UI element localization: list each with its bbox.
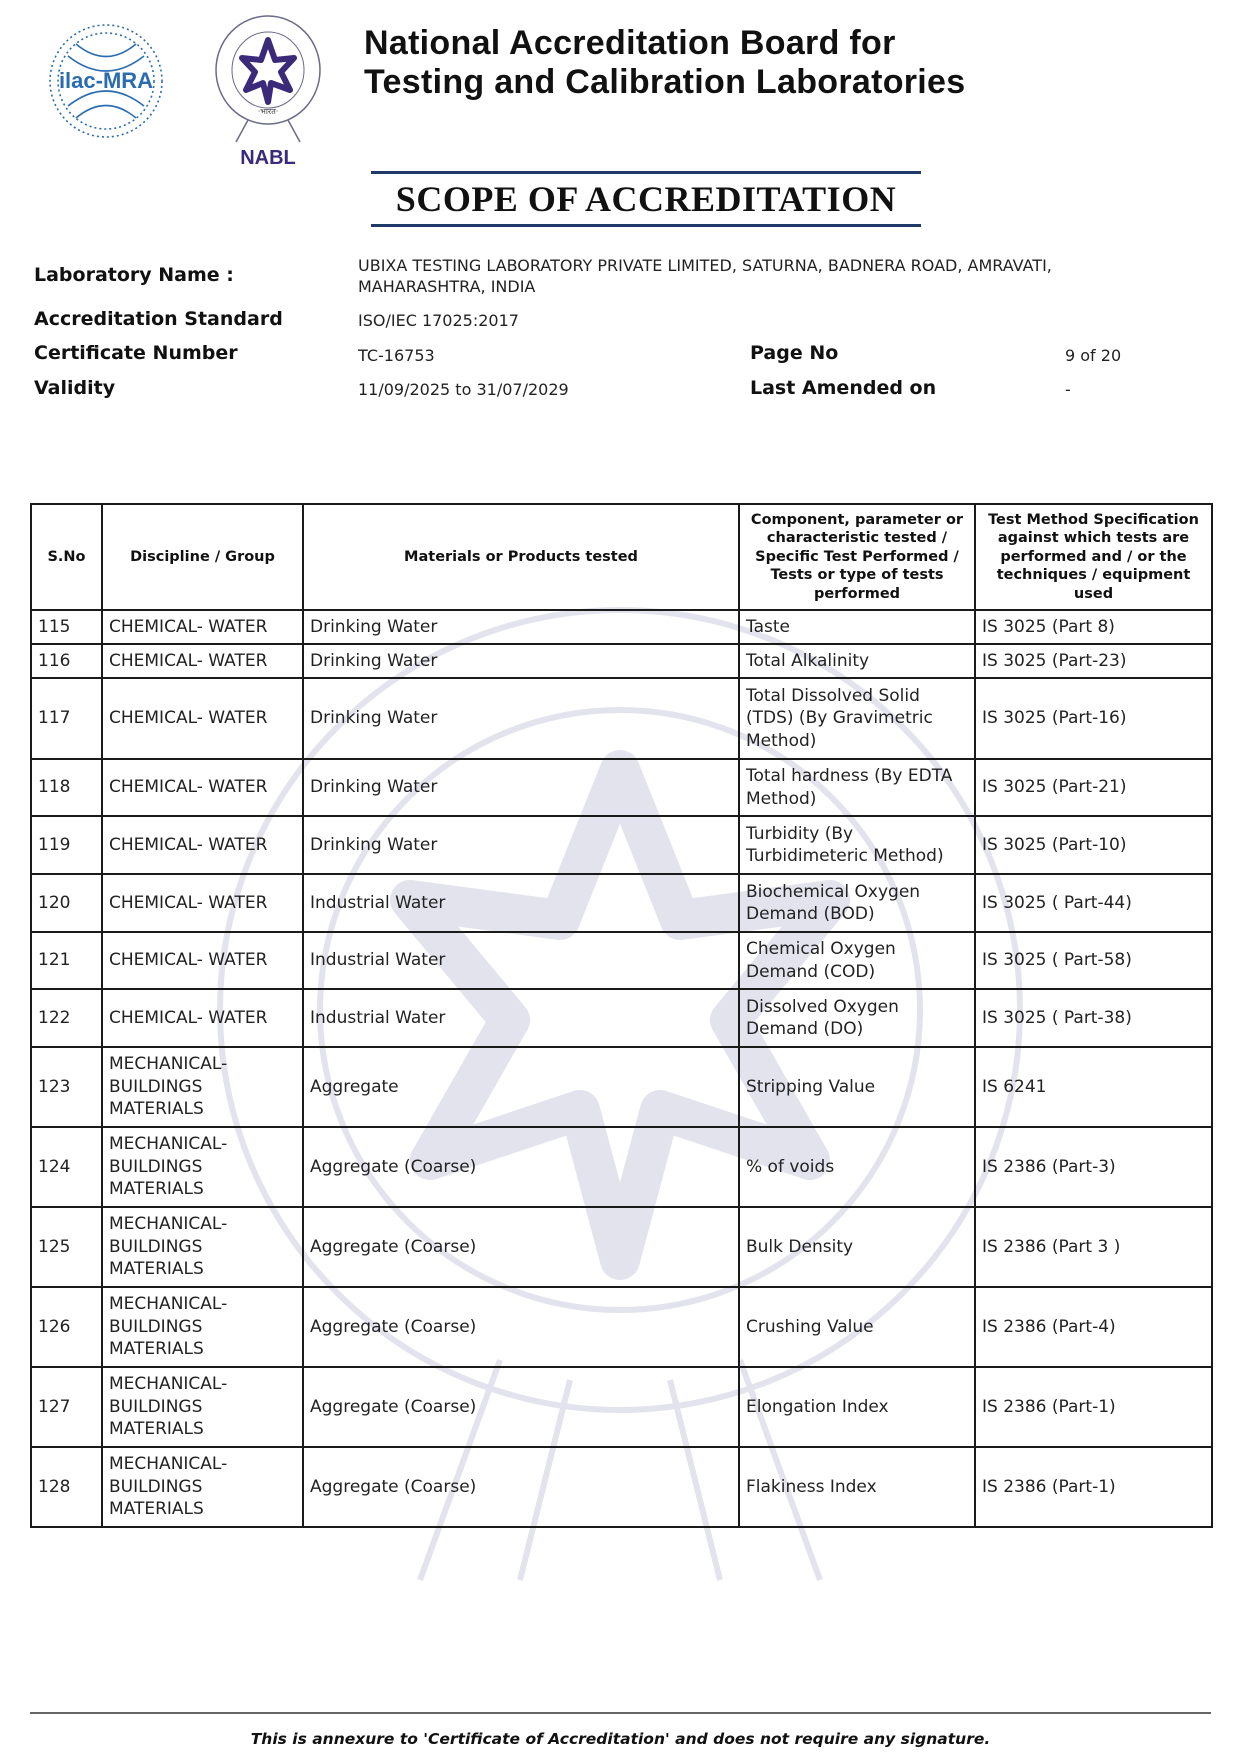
table-row [31, 989, 1212, 1047]
laboratory-name-line2: MAHARASHTRA, INDIA [358, 277, 536, 296]
cell-parameter: Stripping Value [739, 1047, 975, 1127]
cell-sno: 115 [31, 610, 102, 644]
svg-text:NABL: NABL [240, 147, 296, 169]
cell-parameter: Dissolved Oxygen Demand (DO) [739, 989, 975, 1047]
cell-material: Industrial Water [303, 989, 739, 1047]
cell-discipline: MECHANICAL- BUILDINGS MATERIALS [102, 1447, 303, 1527]
cell-sno: 124 [31, 1127, 102, 1207]
ilac-mra-logo [46, 14, 166, 148]
header-discipline: Discipline / Group [102, 504, 303, 610]
svg-text:·भारत·: ·भारत· [257, 107, 279, 116]
cell-discipline: MECHANICAL- BUILDINGS MATERIALS [102, 1367, 303, 1447]
cell-material: Aggregate (Coarse) [303, 1447, 739, 1527]
cell-sno: 117 [31, 678, 102, 759]
cell-sno: 120 [31, 874, 102, 932]
title-rule-bottom [371, 224, 921, 227]
cell-method: IS 3025 ( Part-38) [975, 989, 1212, 1047]
cell-material: Industrial Water [303, 874, 739, 932]
validity-label: Validity [34, 377, 116, 399]
table-header-row [31, 504, 1212, 610]
cell-parameter: Total Dissolved Solid (TDS) (By Gravimetric Method) [739, 678, 975, 759]
cell-method: IS 3025 (Part-23) [975, 644, 1212, 678]
cell-method: IS 2386 (Part 3 ) [975, 1207, 1212, 1287]
accreditation-standard-label: Accreditation Standard [34, 308, 283, 330]
laboratory-name-value [358, 255, 1052, 297]
cell-material: Aggregate (Coarse) [303, 1127, 739, 1207]
cell-discipline: MECHANICAL- BUILDINGS MATERIALS [102, 1287, 303, 1367]
cell-sno: 122 [31, 989, 102, 1047]
cell-parameter: Flakiness Index [739, 1447, 975, 1527]
cell-sno: 128 [31, 1447, 102, 1527]
cell-sno: 126 [31, 1287, 102, 1367]
table-row [31, 678, 1212, 759]
cell-material: Aggregate (Coarse) [303, 1207, 739, 1287]
cell-sno: 119 [31, 816, 102, 874]
cell-parameter: Bulk Density [739, 1207, 975, 1287]
document-title: SCOPE OF ACCREDITATION [395, 179, 897, 219]
table-row [31, 644, 1212, 678]
svg-text:ilac-MRA: ilac-MRA [58, 68, 154, 93]
cell-discipline: CHEMICAL- WATER [102, 610, 303, 644]
cell-method: IS 2386 (Part-4) [975, 1287, 1212, 1367]
table-row [31, 759, 1212, 816]
cell-method: IS 3025 ( Part-58) [975, 932, 1212, 989]
certificate-number-value: TC-16753 [358, 346, 435, 365]
org-title [364, 24, 965, 102]
cell-material: Drinking Water [303, 644, 739, 678]
cell-parameter: Biochemical Oxygen Demand (BOD) [739, 874, 975, 932]
cell-method: IS 6241 [975, 1047, 1212, 1127]
cell-method: IS 3025 ( Part-44) [975, 874, 1212, 932]
header-materials: Materials or Products tested [303, 504, 739, 610]
cell-parameter: Chemical Oxygen Demand (COD) [739, 932, 975, 989]
cell-parameter: Turbidity (By Turbidimeteric Method) [739, 816, 975, 874]
laboratory-name-label: Laboratory Name : [34, 264, 234, 286]
cell-discipline: CHEMICAL- WATER [102, 816, 303, 874]
page-no-label: Page No [750, 342, 839, 364]
header-method: Test Method Specification against which tests are performed and / or the techniques / equipment used [975, 504, 1212, 610]
cell-discipline: CHEMICAL- WATER [102, 874, 303, 932]
org-title-line2: Testing and Calibration Laboratories [364, 63, 966, 101]
cell-sno: 116 [31, 644, 102, 678]
cell-method: IS 3025 (Part-10) [975, 816, 1212, 874]
title-rule-top [371, 171, 921, 174]
table-row [31, 1047, 1212, 1127]
cell-material: Industrial Water [303, 932, 739, 989]
cell-sno: 127 [31, 1367, 102, 1447]
page-no-value: 9 of 20 [1065, 346, 1122, 365]
footer-note: This is annexure to 'Certificate of Accreditation' and does not require any signature. [250, 1730, 991, 1748]
table-row [31, 816, 1212, 874]
cell-material: Drinking Water [303, 759, 739, 816]
cell-material: Aggregate [303, 1047, 739, 1127]
cell-method: IS 2386 (Part-3) [975, 1127, 1212, 1207]
cell-discipline: CHEMICAL- WATER [102, 759, 303, 816]
table-row [31, 1127, 1212, 1207]
certificate-number-label: Certificate Number [34, 342, 238, 364]
cell-discipline: CHEMICAL- WATER [102, 989, 303, 1047]
cell-discipline: MECHANICAL- BUILDINGS MATERIALS [102, 1047, 303, 1127]
table-row [31, 1207, 1212, 1287]
cell-method: IS 3025 (Part-21) [975, 759, 1212, 816]
cell-discipline: MECHANICAL- BUILDINGS MATERIALS [102, 1207, 303, 1287]
cell-parameter: % of voids [739, 1127, 975, 1207]
cell-method: IS 2386 (Part-1) [975, 1447, 1212, 1527]
cell-parameter: Total Alkalinity [739, 644, 975, 678]
cell-sno: 125 [31, 1207, 102, 1287]
cell-discipline: CHEMICAL- WATER [102, 932, 303, 989]
cell-sno: 123 [31, 1047, 102, 1127]
last-amended-value: - [1065, 380, 1071, 399]
cell-parameter: Total hardness (By EDTA Method) [739, 759, 975, 816]
cell-method: IS 3025 (Part-16) [975, 678, 1212, 759]
cell-sno: 121 [31, 932, 102, 989]
table-row [31, 1447, 1212, 1527]
cell-discipline: MECHANICAL- BUILDINGS MATERIALS [102, 1127, 303, 1207]
cell-material: Aggregate (Coarse) [303, 1367, 739, 1447]
cell-sno: 118 [31, 759, 102, 816]
table-row [31, 1367, 1212, 1447]
table-row [31, 932, 1212, 989]
cell-discipline: CHEMICAL- WATER [102, 644, 303, 678]
accreditation-standard-value: ISO/IEC 17025:2017 [358, 311, 519, 330]
cell-parameter: Crushing Value [739, 1287, 975, 1367]
last-amended-label: Last Amended on [750, 377, 937, 399]
header-sno: S.No [31, 504, 102, 610]
table-row [31, 610, 1212, 644]
laboratory-name-line1: UBIXA TESTING LABORATORY PRIVATE LIMITED, SATURNA, BADNERA ROAD, AMRAVATI, [358, 256, 1052, 275]
validity-value: 11/09/2025 to 31/07/2029 [358, 380, 569, 399]
cell-material: Drinking Water [303, 816, 739, 874]
cell-method: IS 2386 (Part-1) [975, 1367, 1212, 1447]
cell-material: Aggregate (Coarse) [303, 1287, 739, 1367]
scope-table [30, 503, 1213, 1528]
cell-parameter: Taste [739, 610, 975, 644]
cell-discipline: CHEMICAL- WATER [102, 678, 303, 759]
table-row [31, 1287, 1212, 1367]
org-title-line1: National Accreditation Board for [364, 24, 896, 62]
cell-material: Drinking Water [303, 610, 739, 644]
nabl-logo [208, 12, 328, 172]
header-parameter: Component, parameter or characteristic tested / Specific Test Performed / Tests or type of tests performed [739, 504, 975, 610]
cell-material: Drinking Water [303, 678, 739, 759]
cell-method: IS 3025 (Part 8) [975, 610, 1212, 644]
cell-parameter: Elongation Index [739, 1367, 975, 1447]
table-row [31, 874, 1212, 932]
footer-divider [30, 1712, 1211, 1714]
